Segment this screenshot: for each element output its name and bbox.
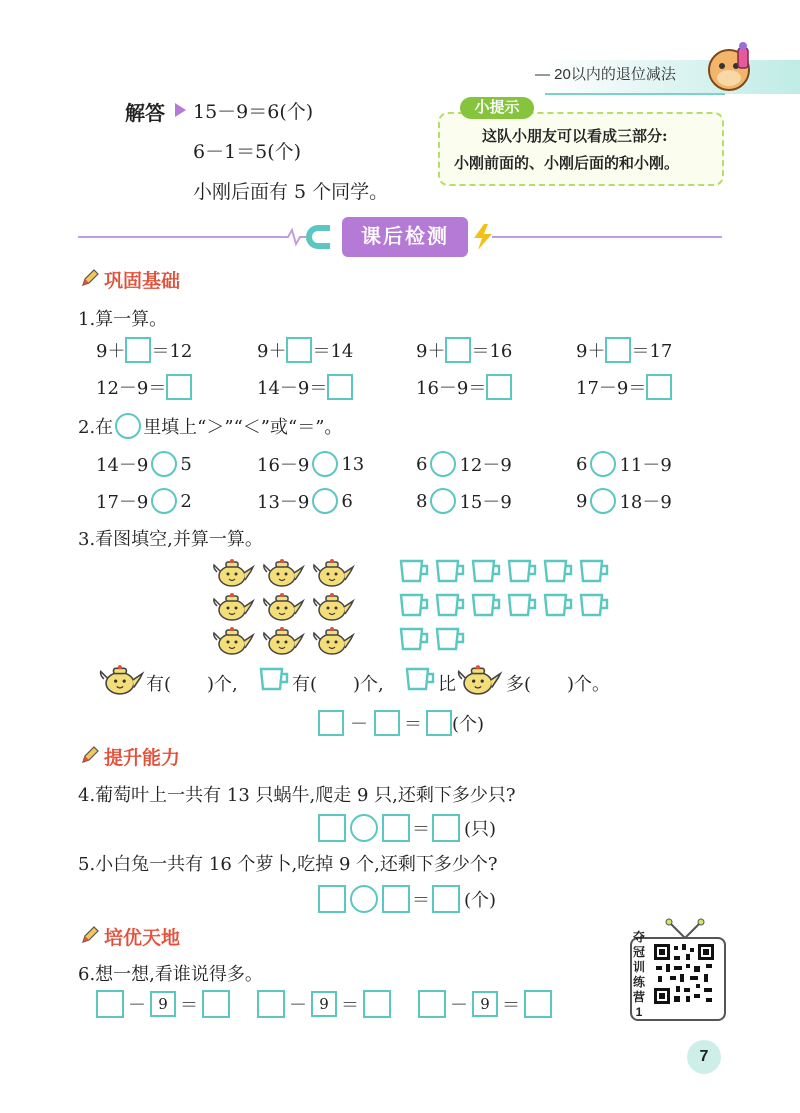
question-4-title: 4.葡萄叶上一共有 13 只蜗牛,爬走 9 只,还剩下多少只? <box>78 785 516 806</box>
answer-box[interactable] <box>125 337 151 363</box>
cup-icon <box>506 592 538 618</box>
solution-line-2: 6－1＝5(个) <box>193 141 302 163</box>
answer-box[interactable] <box>605 337 631 363</box>
answer-box[interactable] <box>286 337 312 363</box>
teapot-icon <box>454 664 504 696</box>
solution-answer: 小刚后面有 5 个同学。 <box>193 181 389 203</box>
q2-compare-6: 13－9 6 <box>257 488 353 514</box>
chapter-title: — 20以内的退位减法 <box>535 66 676 83</box>
answer-box[interactable] <box>96 990 124 1018</box>
section-advanced-heading: 培优天地 <box>104 928 181 949</box>
q1-expr-2: 9＋ ＝14 <box>257 337 353 363</box>
answer-box[interactable] <box>318 885 346 913</box>
q2-compare-3: 6 12－9 <box>416 451 512 477</box>
q5-equation: ＝ (个) <box>318 885 496 913</box>
nine-box: 9 <box>472 991 498 1017</box>
question-5-title: 5.小白兔一共有 16 个萝卜,吃掉 9 个,还剩下多少个? <box>78 854 498 875</box>
q6-equation-1: － 9 ＝ <box>96 990 230 1018</box>
pencil-icon <box>80 745 100 765</box>
compare-circle[interactable] <box>312 451 338 477</box>
teapot-icon <box>310 626 356 656</box>
cup-icon <box>398 626 430 652</box>
header-rule <box>545 93 725 95</box>
compare-circle[interactable] <box>312 488 338 514</box>
answer-box[interactable] <box>426 710 452 736</box>
question-6-title: 6.想一想,看谁说得多。 <box>78 964 263 985</box>
compare-circle[interactable] <box>590 488 616 514</box>
teapot-icon <box>260 558 306 588</box>
q6-equation-2: － 9 ＝ <box>257 990 391 1018</box>
answer-box[interactable] <box>318 814 346 842</box>
cup-icon <box>434 558 466 584</box>
cup-icon <box>434 626 466 652</box>
operator-circle[interactable] <box>350 885 378 913</box>
section-basic-heading: 巩固基础 <box>104 271 181 292</box>
q1-expr-1: 9＋ ＝12 <box>96 337 192 363</box>
cup-icon <box>578 592 610 618</box>
nine-box: 9 <box>150 991 176 1017</box>
q3-cup-count-blank: 有( )个, <box>292 674 384 695</box>
question-2-title: 2.在 里填上“＞”“＜”或“＝”。 <box>78 413 342 439</box>
divider-line-left <box>78 236 278 238</box>
q3-teapot-count-blank: 有( )个, <box>146 674 238 695</box>
q6-equation-3: － 9 ＝ <box>418 990 552 1018</box>
hint-badge: 小提示 <box>460 97 534 119</box>
q1-expr-4: 9＋ ＝17 <box>576 337 672 363</box>
cup-icon <box>398 592 430 618</box>
operator-circle[interactable] <box>350 814 378 842</box>
section-improve-heading: 提升能力 <box>104 748 181 769</box>
solution-line-1: 15－9＝6(个) <box>193 101 314 123</box>
pencil-icon <box>80 925 100 945</box>
teapot-icon <box>310 558 356 588</box>
after-class-check-banner: 课后检测 <box>342 217 468 257</box>
circle-placeholder-icon <box>115 413 141 439</box>
qr-code-icon[interactable] <box>652 942 716 1006</box>
q2-compare-8: 9 18－9 <box>576 488 672 514</box>
hint-box <box>438 112 724 186</box>
answer-box[interactable] <box>363 990 391 1018</box>
page-number: 7 <box>687 1040 721 1074</box>
qr-label: 夺冠训练营1 <box>632 930 645 1019</box>
cup-icon <box>470 592 502 618</box>
q1-expr-8: 17－9＝ <box>576 374 672 400</box>
teapot-icon <box>260 592 306 622</box>
q2-compare-5: 17－9 2 <box>96 488 192 514</box>
answer-box[interactable] <box>257 990 285 1018</box>
hint-line-1: 这队小朋友可以看成三部分: <box>482 127 668 145</box>
cup-icon <box>398 558 430 584</box>
compare-circle[interactable] <box>590 451 616 477</box>
q1-expr-7: 16－9＝ <box>416 374 512 400</box>
answer-box[interactable] <box>374 710 400 736</box>
hint-line-2: 小刚前面的、小刚后面的和小刚。 <box>454 154 680 172</box>
answer-box[interactable] <box>202 990 230 1018</box>
answer-box[interactable] <box>418 990 446 1018</box>
question-3-title: 3.看图填空,并算一算。 <box>78 529 263 550</box>
cup-icon <box>506 558 538 584</box>
teapot-icon <box>310 592 356 622</box>
teapot-icon <box>210 558 256 588</box>
cup-icon <box>258 666 290 692</box>
q4-equation: ＝ (只) <box>318 814 496 842</box>
answer-box[interactable] <box>445 337 471 363</box>
q3-difference-blank: 多( )个。 <box>506 674 611 695</box>
solution-label: 解答 <box>125 103 165 125</box>
q1-expr-6: 14－9＝ <box>257 374 353 400</box>
compare-circle[interactable] <box>151 451 177 477</box>
q2-compare-7: 8 15－9 <box>416 488 512 514</box>
compare-circle[interactable] <box>430 451 456 477</box>
answer-box[interactable] <box>524 990 552 1018</box>
answer-box[interactable] <box>382 885 410 913</box>
divider-line-right <box>492 236 722 238</box>
q1-expr-5: 12－9＝ <box>96 374 192 400</box>
q3-compare-word: 比 <box>438 674 456 695</box>
answer-box[interactable] <box>646 374 672 400</box>
q2-compare-4: 6 11－9 <box>576 451 672 477</box>
answer-box[interactable] <box>166 374 192 400</box>
teapot-icon <box>96 664 146 696</box>
compare-circle[interactable] <box>430 488 456 514</box>
answer-box[interactable] <box>318 710 344 736</box>
triangle-pointer-icon <box>173 101 187 119</box>
answer-box[interactable] <box>382 814 410 842</box>
q1-expr-3: 9＋ ＝16 <box>416 337 512 363</box>
answer-box[interactable] <box>486 374 512 400</box>
answer-box[interactable] <box>432 814 460 842</box>
cup-icon <box>470 558 502 584</box>
compare-circle[interactable] <box>151 488 177 514</box>
answer-box[interactable] <box>327 374 353 400</box>
answer-box[interactable] <box>432 885 460 913</box>
teapot-icon <box>210 626 256 656</box>
teapot-icon <box>260 626 306 656</box>
q3-equation: － ＝ (个) <box>318 710 484 736</box>
mascot-icon <box>700 40 758 98</box>
magnet-icon <box>278 222 342 252</box>
cup-icon <box>434 592 466 618</box>
q2-compare-1: 14－9 5 <box>96 451 192 477</box>
cup-icon <box>404 666 436 692</box>
teapot-icon <box>210 592 256 622</box>
cup-icon <box>578 558 610 584</box>
nine-box: 9 <box>311 991 337 1017</box>
question-1-title: 1.算一算。 <box>78 309 168 330</box>
q2-compare-2: 16－9 13 <box>257 451 364 477</box>
pencil-icon <box>80 268 100 288</box>
cup-icon <box>542 558 574 584</box>
cup-icon <box>542 592 574 618</box>
